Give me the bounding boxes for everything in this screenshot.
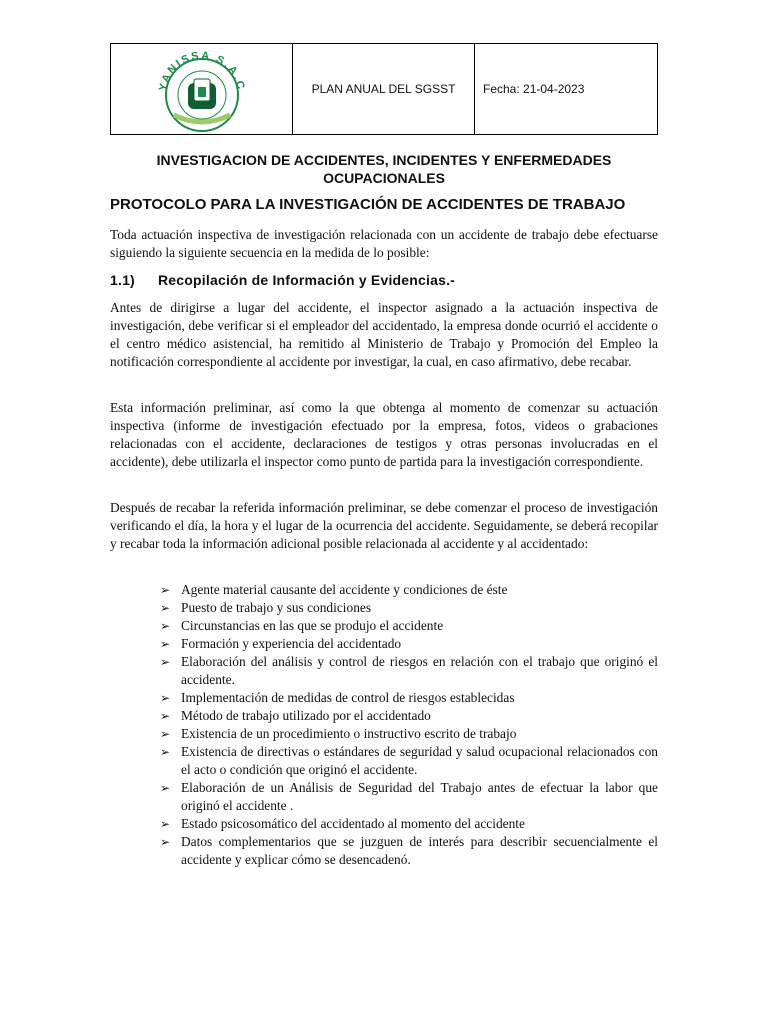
paragraph-2: Esta información preliminar, así como la que obtenga al momento de comenzar su actuación inspectiva (informe de investigación efectuado por la empresa, fotos, videos o grabaciones relacionadas con el accidente, declaraciones de testigos y otras personas involucradas en el accidente), debe utilizarla el inspector como punto de partida para la investigación correspondiente. (110, 400, 658, 469)
paragraph-1: Antes de dirigirse a lugar del accidente, el inspector asignado a la actuación inspectiva de investigación, debe verificar si el empleador del accidentado, la empresa donde ocurrió el accidente o el centro médico asistencial, ha remitido al Ministerio de Trabajo y Promoción del Empleo la notificación correspondiente al accidente por investigar, la cual, en caso afirmativo, debe recabar. (110, 300, 658, 369)
arrow-bullet-icon: ➢ (160, 655, 171, 669)
list-item: ➢ Existencia de directivas o estándares de seguridad y salud ocupacional relacionados con el acto o condición que originó el accidente. (160, 744, 658, 777)
list-item: ➢ Existencia de un procedimiento o instructivo escrito de trabajo (160, 726, 517, 741)
section-number: 1.1) (110, 272, 135, 288)
document-title: PLAN ANUAL DEL SGSST (311, 82, 456, 96)
list-item: ➢ Datos complementarios que se juzguen de interés para describir secuencialmente el accidente y explicar cómo se desencadenó. (160, 834, 658, 867)
intro-paragraph: Toda actuación inspectiva de investigación relacionada con un accidente de trabajo debe efectuarse siguiendo la siguiente secuencia en la medida de lo posible: (110, 227, 658, 260)
list-item: ➢ Elaboración de un Análisis de Seguridad del Trabajo antes de efectuar la labor que originó el accidente . (160, 780, 658, 813)
arrow-bullet-icon: ➢ (160, 691, 171, 705)
list-item: ➢ Circunstancias en las que se produjo el accidente (160, 618, 444, 633)
arrow-bullet-icon: ➢ (160, 817, 171, 831)
list-item: ➢ Elaboración del análisis y control de riesgos en relación con el trabajo que originó el accidente. (160, 654, 658, 687)
list-item: ➢ Puesto de trabajo y sus condiciones (160, 600, 372, 615)
arrow-bullet-icon: ➢ (160, 781, 171, 795)
section-title: Recopilación de Información y Evidencias.- (158, 272, 456, 288)
main-heading-line2: OCUPACIONALES (323, 170, 445, 186)
document-title-cell (293, 44, 475, 134)
list-item: ➢ Formación y experiencia del accidentado (160, 636, 402, 651)
arrow-bullet-icon: ➢ (160, 583, 171, 597)
arrow-bullet-icon: ➢ (160, 709, 171, 723)
paragraph-3: Después de recabar la referida información preliminar, se debe comenzar el proceso de investigación verificando el día, la hora y el lugar de la ocurrencia del accidente. Seguidamente, se deberá recopilar y recabar toda la información adicional posible relacionada al accidente y al accidentado: (110, 500, 658, 551)
arrow-bullet-icon: ➢ (160, 835, 171, 849)
arrow-bullet-icon: ➢ (160, 601, 171, 615)
evidence-list (160, 581, 658, 869)
list-item: ➢ Estado psicosomático del accidentado al momento del accidente (160, 816, 525, 831)
section-heading (110, 271, 658, 289)
main-heading-line1: INVESTIGACION DE ACCIDENTES, INCIDENTES Y ENFERMEDADES (156, 152, 612, 168)
logo-text: YANISSA S.A.C (156, 49, 247, 93)
arrow-bullet-icon: ➢ (160, 727, 171, 741)
document-date: Fecha: 21-04-2023 (483, 82, 585, 96)
arrow-bullet-icon: ➢ (160, 619, 171, 633)
list-item: ➢ Agente material causante del accidente y condiciones de éste (160, 582, 508, 597)
list-item: ➢ Método de trabajo utilizado por el accidentado (160, 708, 431, 723)
header-table (110, 43, 658, 135)
arrow-bullet-icon: ➢ (160, 637, 171, 651)
date-cell (475, 44, 657, 134)
company-logo (152, 45, 252, 133)
logo-cell (111, 44, 293, 134)
protocol-heading: PROTOCOLO PARA LA INVESTIGACIÓN DE ACCIDENTES DE TRABAJO (110, 196, 626, 213)
arrow-bullet-icon: ➢ (160, 745, 171, 759)
list-item: ➢ Implementación de medidas de control de riesgos establecidas (160, 690, 515, 705)
